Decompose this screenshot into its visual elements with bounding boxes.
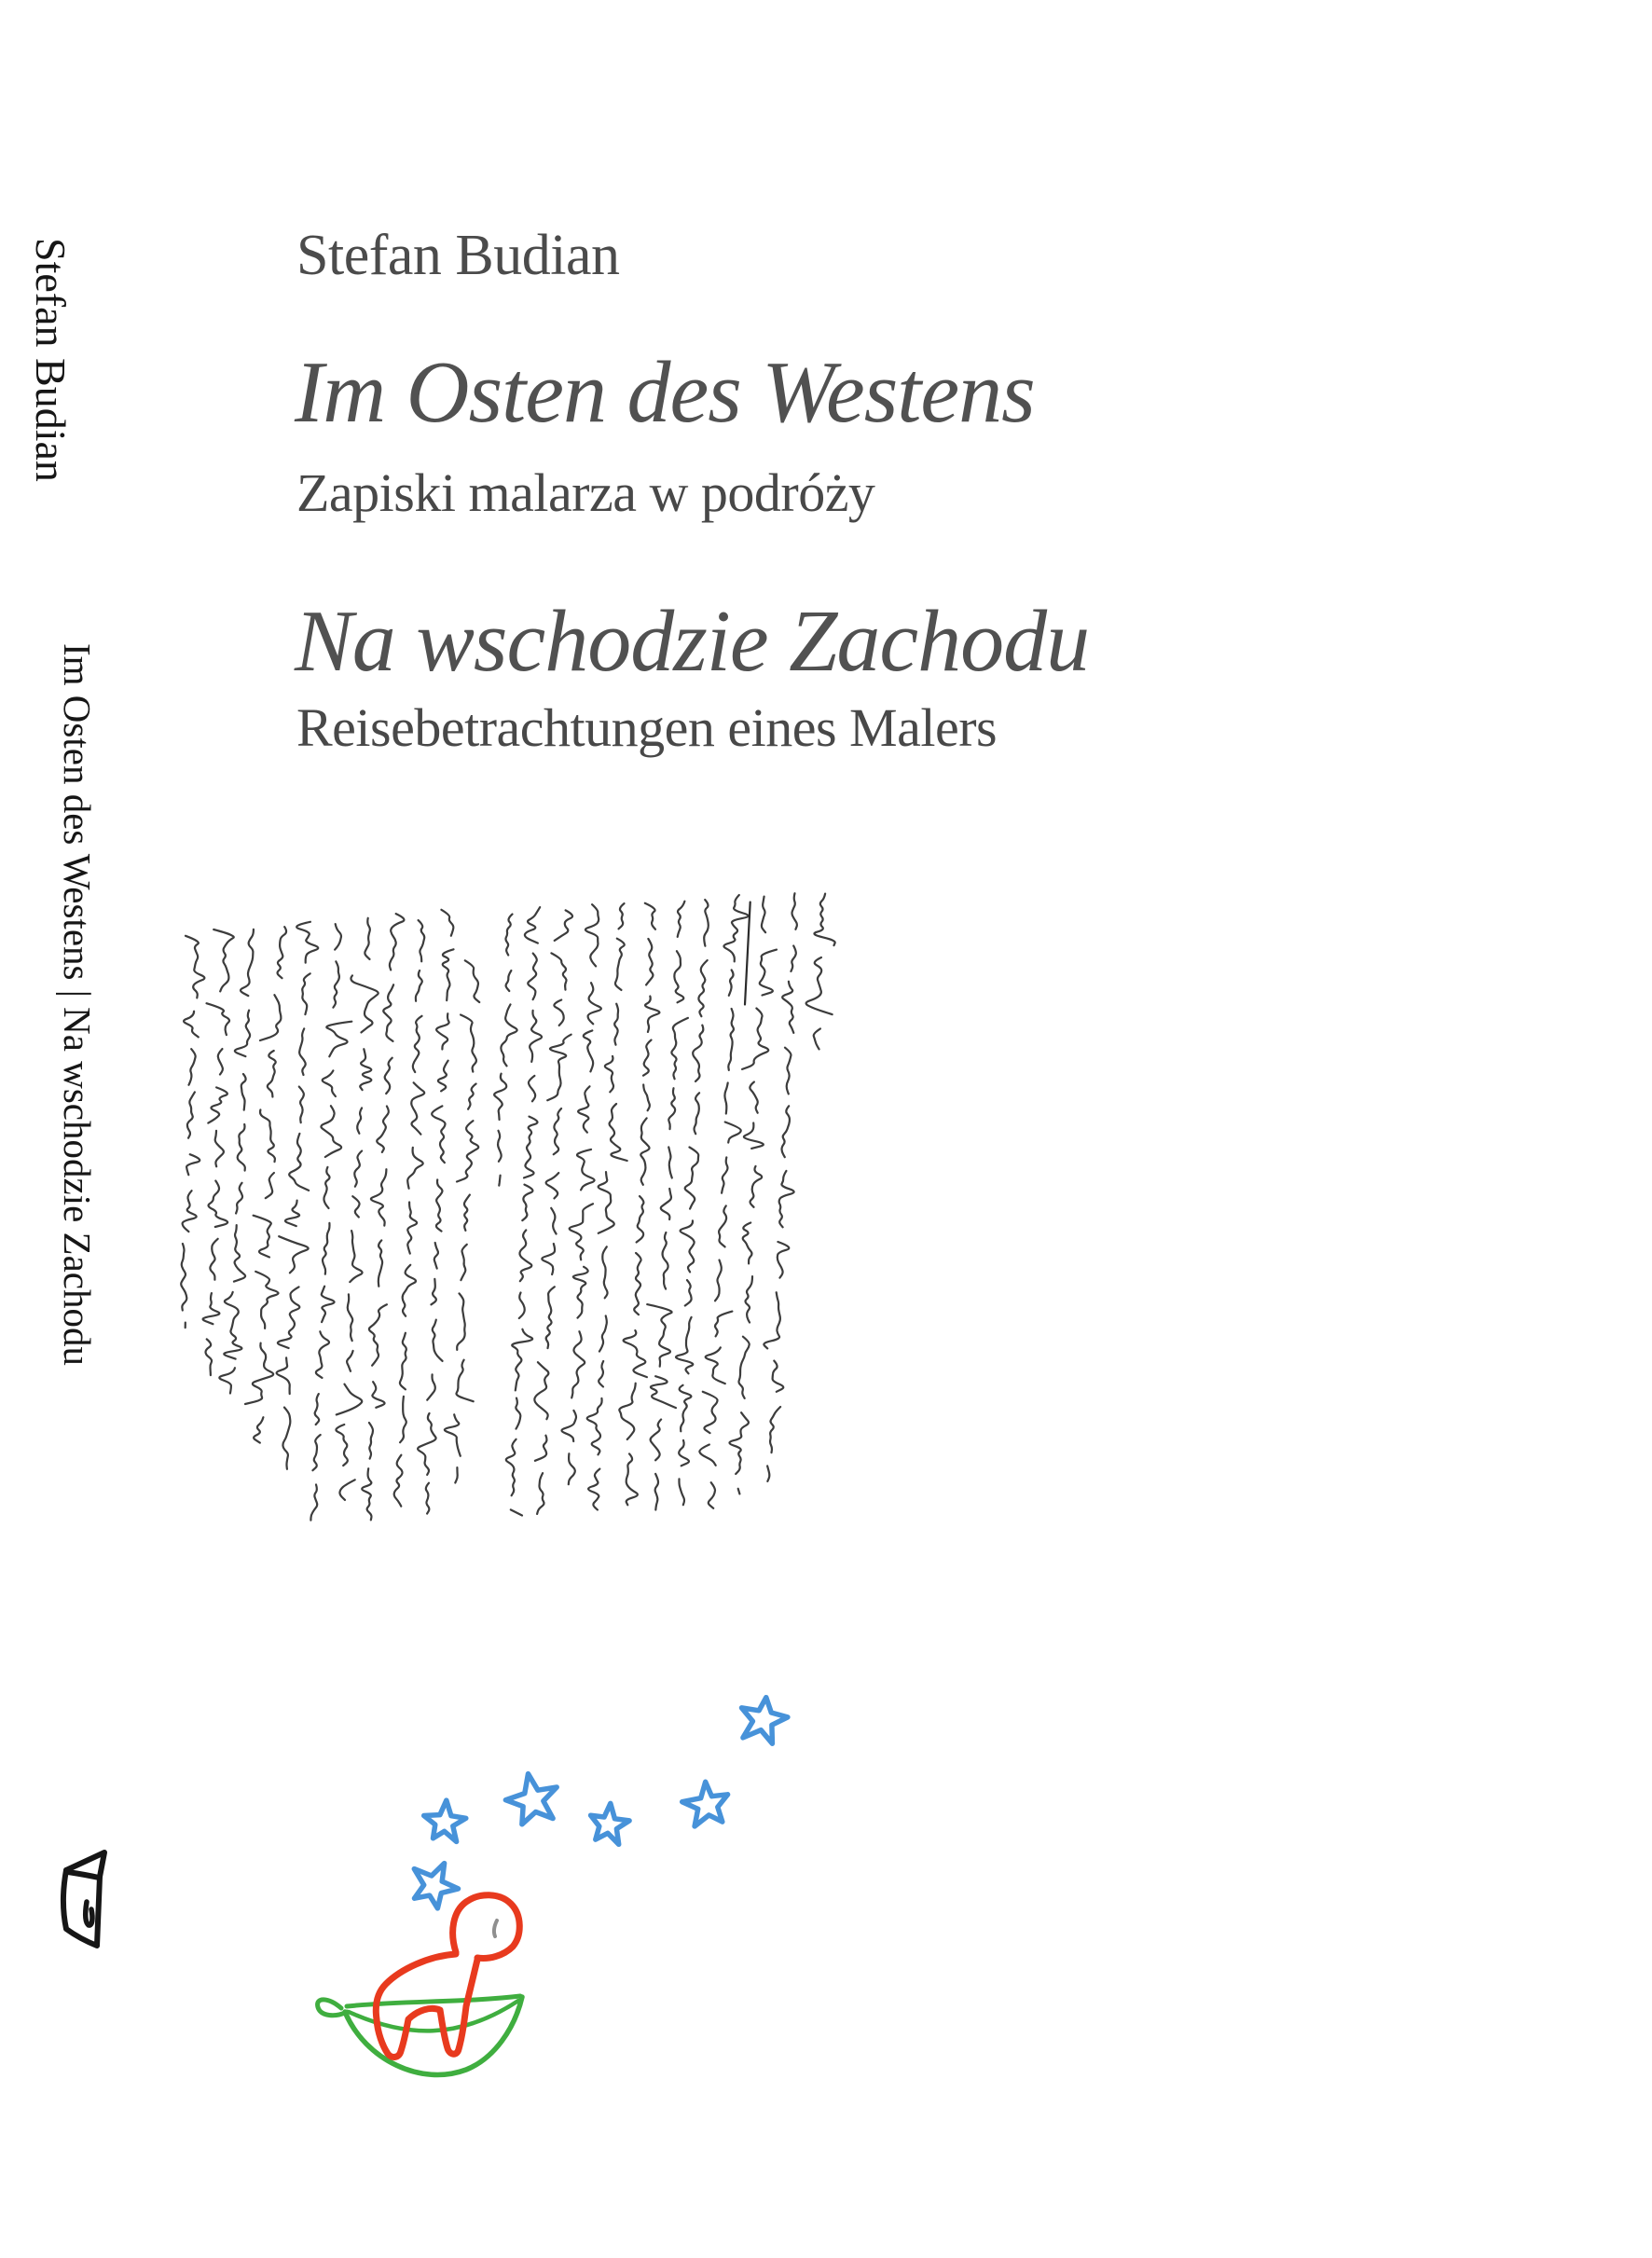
spine-title: Im Osten des Westens | Na wschodzie Zachodu: [56, 643, 99, 1366]
cover-title-german: Im Osten des Westens: [295, 344, 1035, 441]
handwritten-page: [181, 893, 834, 1520]
leaf-drawing: [318, 1996, 522, 2074]
star-icon: [682, 1782, 728, 1826]
cover-author: Stefan Budian: [296, 224, 620, 287]
cover-title-polish: Na wschodzie Zachodu: [295, 593, 1090, 690]
creature-drawing: [376, 1895, 519, 2058]
star-icon: [742, 1698, 788, 1744]
star-icon: [414, 1864, 458, 1908]
cover-subtitle-polish: Zapiski malarza w podróży: [296, 462, 875, 523]
star-icon: [591, 1803, 630, 1844]
star-icons: [414, 1698, 788, 1908]
star-icon: [505, 1774, 557, 1824]
spine-author: Stefan Budian: [27, 238, 75, 482]
star-icon: [424, 1800, 466, 1841]
publisher-logo: [63, 1852, 104, 1946]
cover-subtitle-german: Reisebetrachtungen eines Malers: [296, 697, 998, 758]
